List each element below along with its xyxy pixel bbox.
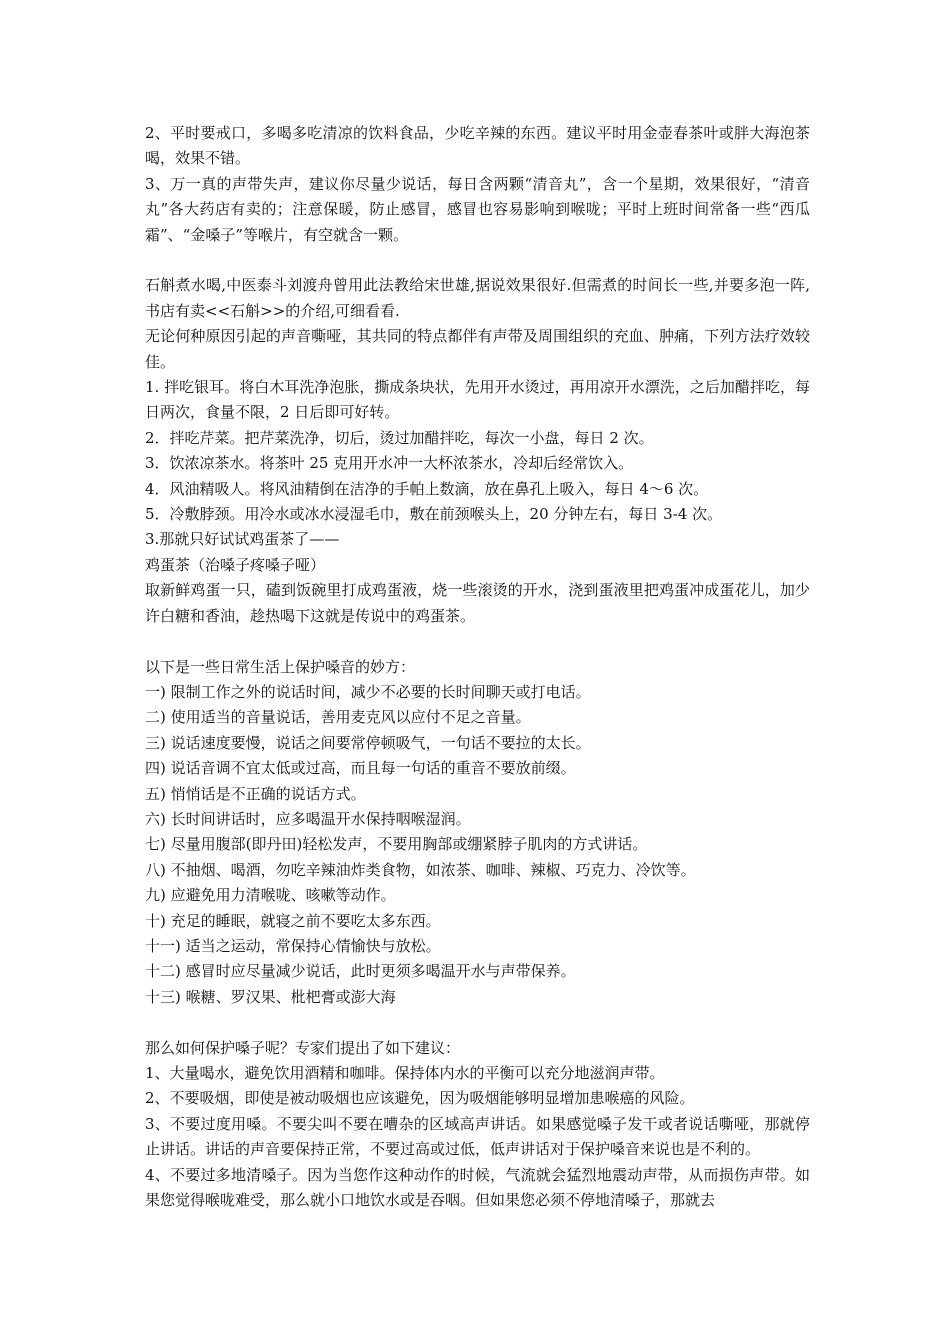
list-item-expert-tip: 2、不要吸烟，即使是被动吸烟也应该避免，因为吸烟能够明显增加患喉癌的风险。	[145, 1089, 695, 1108]
list-item-voice-tip: 九) 应避免用力清喉咙、咳嗽等动作。	[145, 886, 396, 905]
paragraph-egg-tea-method: 取新鲜鸡蛋一只，磕到饭碗里打成鸡蛋液，烧一些滚烫的开水，浇到蛋液里把鸡蛋冲成蛋花儿，加少许白糖和香油，趁热喝下这就是传说中的鸡蛋茶。	[145, 581, 810, 625]
list-item-expert-tip: 1、大量喝水，避免饮用酒精和咖啡。保持体内水的平衡可以充分地滋润声带。	[145, 1063, 665, 1082]
paragraph-remedy-3: 3．饮浓凉茶水。将茶叶 25 克用开水冲一大杯浓茶水，冷却后经常饮入。	[145, 454, 634, 473]
list-item-voice-tip: 十) 充足的睡眠，就寝之前不要吃太多东西。	[145, 911, 441, 930]
paragraph-remedy-5: 5．冷敷脖颈。用冷水或冰水浸湿毛巾，敷在前颈喉头上，20 分钟左右，每日 3-4 次。	[145, 505, 723, 524]
list-item-voice-tip: 八) 不抽烟、喝酒，勿吃辛辣油炸类食物，如浓茶、咖啡、辣椒、巧克力、冷饮等。	[145, 860, 696, 879]
paragraph-expert-intro: 那么如何保护嗓子呢？专家们提出了如下建议：	[145, 1038, 461, 1057]
list-item-expert-tip: 3、不要过度用嗓。不要尖叫不要在嘈杂的区域高声讲话。如果感觉嗓子发干或者说话嘶哑，那就停止讲话。讲话的声音要保持正常，不要过高或过低，低声讲话对于保护嗓音来说也是不利的。	[145, 1114, 810, 1159]
paragraph-hoarseness-intro: 无论何种原因引起的声音嘶哑，其共同的特点都伴有声带及周围组织的充血、肿痛，下列方法疗效较佳。	[145, 327, 810, 371]
list-item-voice-tip: 一) 限制工作之外的说话时间，减少不必要的长时间聊天或打电话。	[145, 682, 591, 701]
paragraph-spacer	[145, 629, 810, 654]
list-item-voice-tip: 五) 悄悄话是不正确的说话方式。	[145, 784, 366, 803]
document-body	[145, 121, 810, 1213]
list-item-voice-tip: 十一) 适当之运动，常保持心情愉快与放松。	[145, 936, 441, 955]
paragraph-spacer	[145, 1010, 810, 1035]
list-item-voice-tip: 十二) 感冒时应尽量减少说话，此时更须多喝温开水与声带保养。	[145, 962, 576, 981]
paragraph-remedy-2: 2．拌吃芹菜。把芹菜洗净，切后，烫过加醋拌吃，每次一小盘，每日 2 次。	[145, 428, 654, 447]
paragraph-voice-tips-intro: 以下是一些日常生活上保护嗓音的妙方：	[145, 657, 416, 676]
paragraph-shihu: 石斛煮水喝,中医泰斗刘渡舟曾用此法教给宋世雄,据说效果很好.但需煮的时间长一些,并要多泡一阵,书店有卖<<石斛>>的介绍,可细看看.	[145, 276, 810, 320]
paragraph-remedy-4: 4．风油精吸人。将风油精倒在洁净的手帕上数滴，放在鼻孔上吸入，每日 4～6 次。	[145, 479, 709, 498]
paragraph-tip-3: 3、万一真的声带失声，建议你尽量少说话，每日含两颗“清音丸”，含一个星期，效果很好，“清音丸”各大药店有卖的；注意保暖，防止感冒，感冒也容易影响到喉咙；平时上班时间常备一些“西瓜霜”、“金嗓子”等喉片，有空就含一颗。	[145, 174, 810, 244]
list-item-voice-tip: 二) 使用适当的音量说话，善用麦克风以应付不足之音量。	[145, 708, 531, 727]
list-item-voice-tip: 四) 说话音调不宜太低或过高，而且每一句话的重音不要放前缀。	[145, 759, 576, 778]
paragraph-remedy-1: 1. 拌吃银耳。将白木耳洗净泡胀，撕成条块状，先用开水烫过，再用凉开水漂洗，之后加醋拌吃，每日两次，食量不限，2 日后即可好转。	[145, 378, 810, 422]
paragraph-egg-tea-title: 鸡蛋茶（治嗓子疼嗓子哑）	[145, 555, 326, 574]
list-item-voice-tip: 三) 说话速度要慢，说话之间要常停顿吸气，一句话不要拉的太长。	[145, 733, 591, 752]
paragraph-egg-tea-lead: 3.那就只好试试鸡蛋茶了——	[145, 530, 340, 549]
list-item-voice-tip: 六) 长时间讲话时，应多喝温开水保持咽喉湿润。	[145, 809, 471, 828]
paragraph-spacer	[145, 248, 810, 273]
list-item-expert-tip: 4、不要过多地清嗓子。因为当您作这种动作的时候，气流就会猛烈地震动声带，从而损伤声带。如果您觉得喉咙难受，那么就小口地饮水或是吞咽。但如果您必须不停地清嗓子，那就去	[145, 1165, 810, 1210]
paragraph-tip-2: 2、平时要戒口，多喝多吃清凉的饮料食品，少吃辛辣的东西。建议平时用金壶春茶叶或胖大海泡茶喝，效果不错。	[145, 124, 810, 168]
list-item-voice-tip: 十三) 喉糖、罗汉果、枇杷膏或澎大海	[145, 987, 396, 1006]
list-item-voice-tip: 七) 尽量用腹部(即丹田)轻松发声，不要用胸部或绷紧脖子肌肉的方式讲话。	[145, 835, 648, 854]
